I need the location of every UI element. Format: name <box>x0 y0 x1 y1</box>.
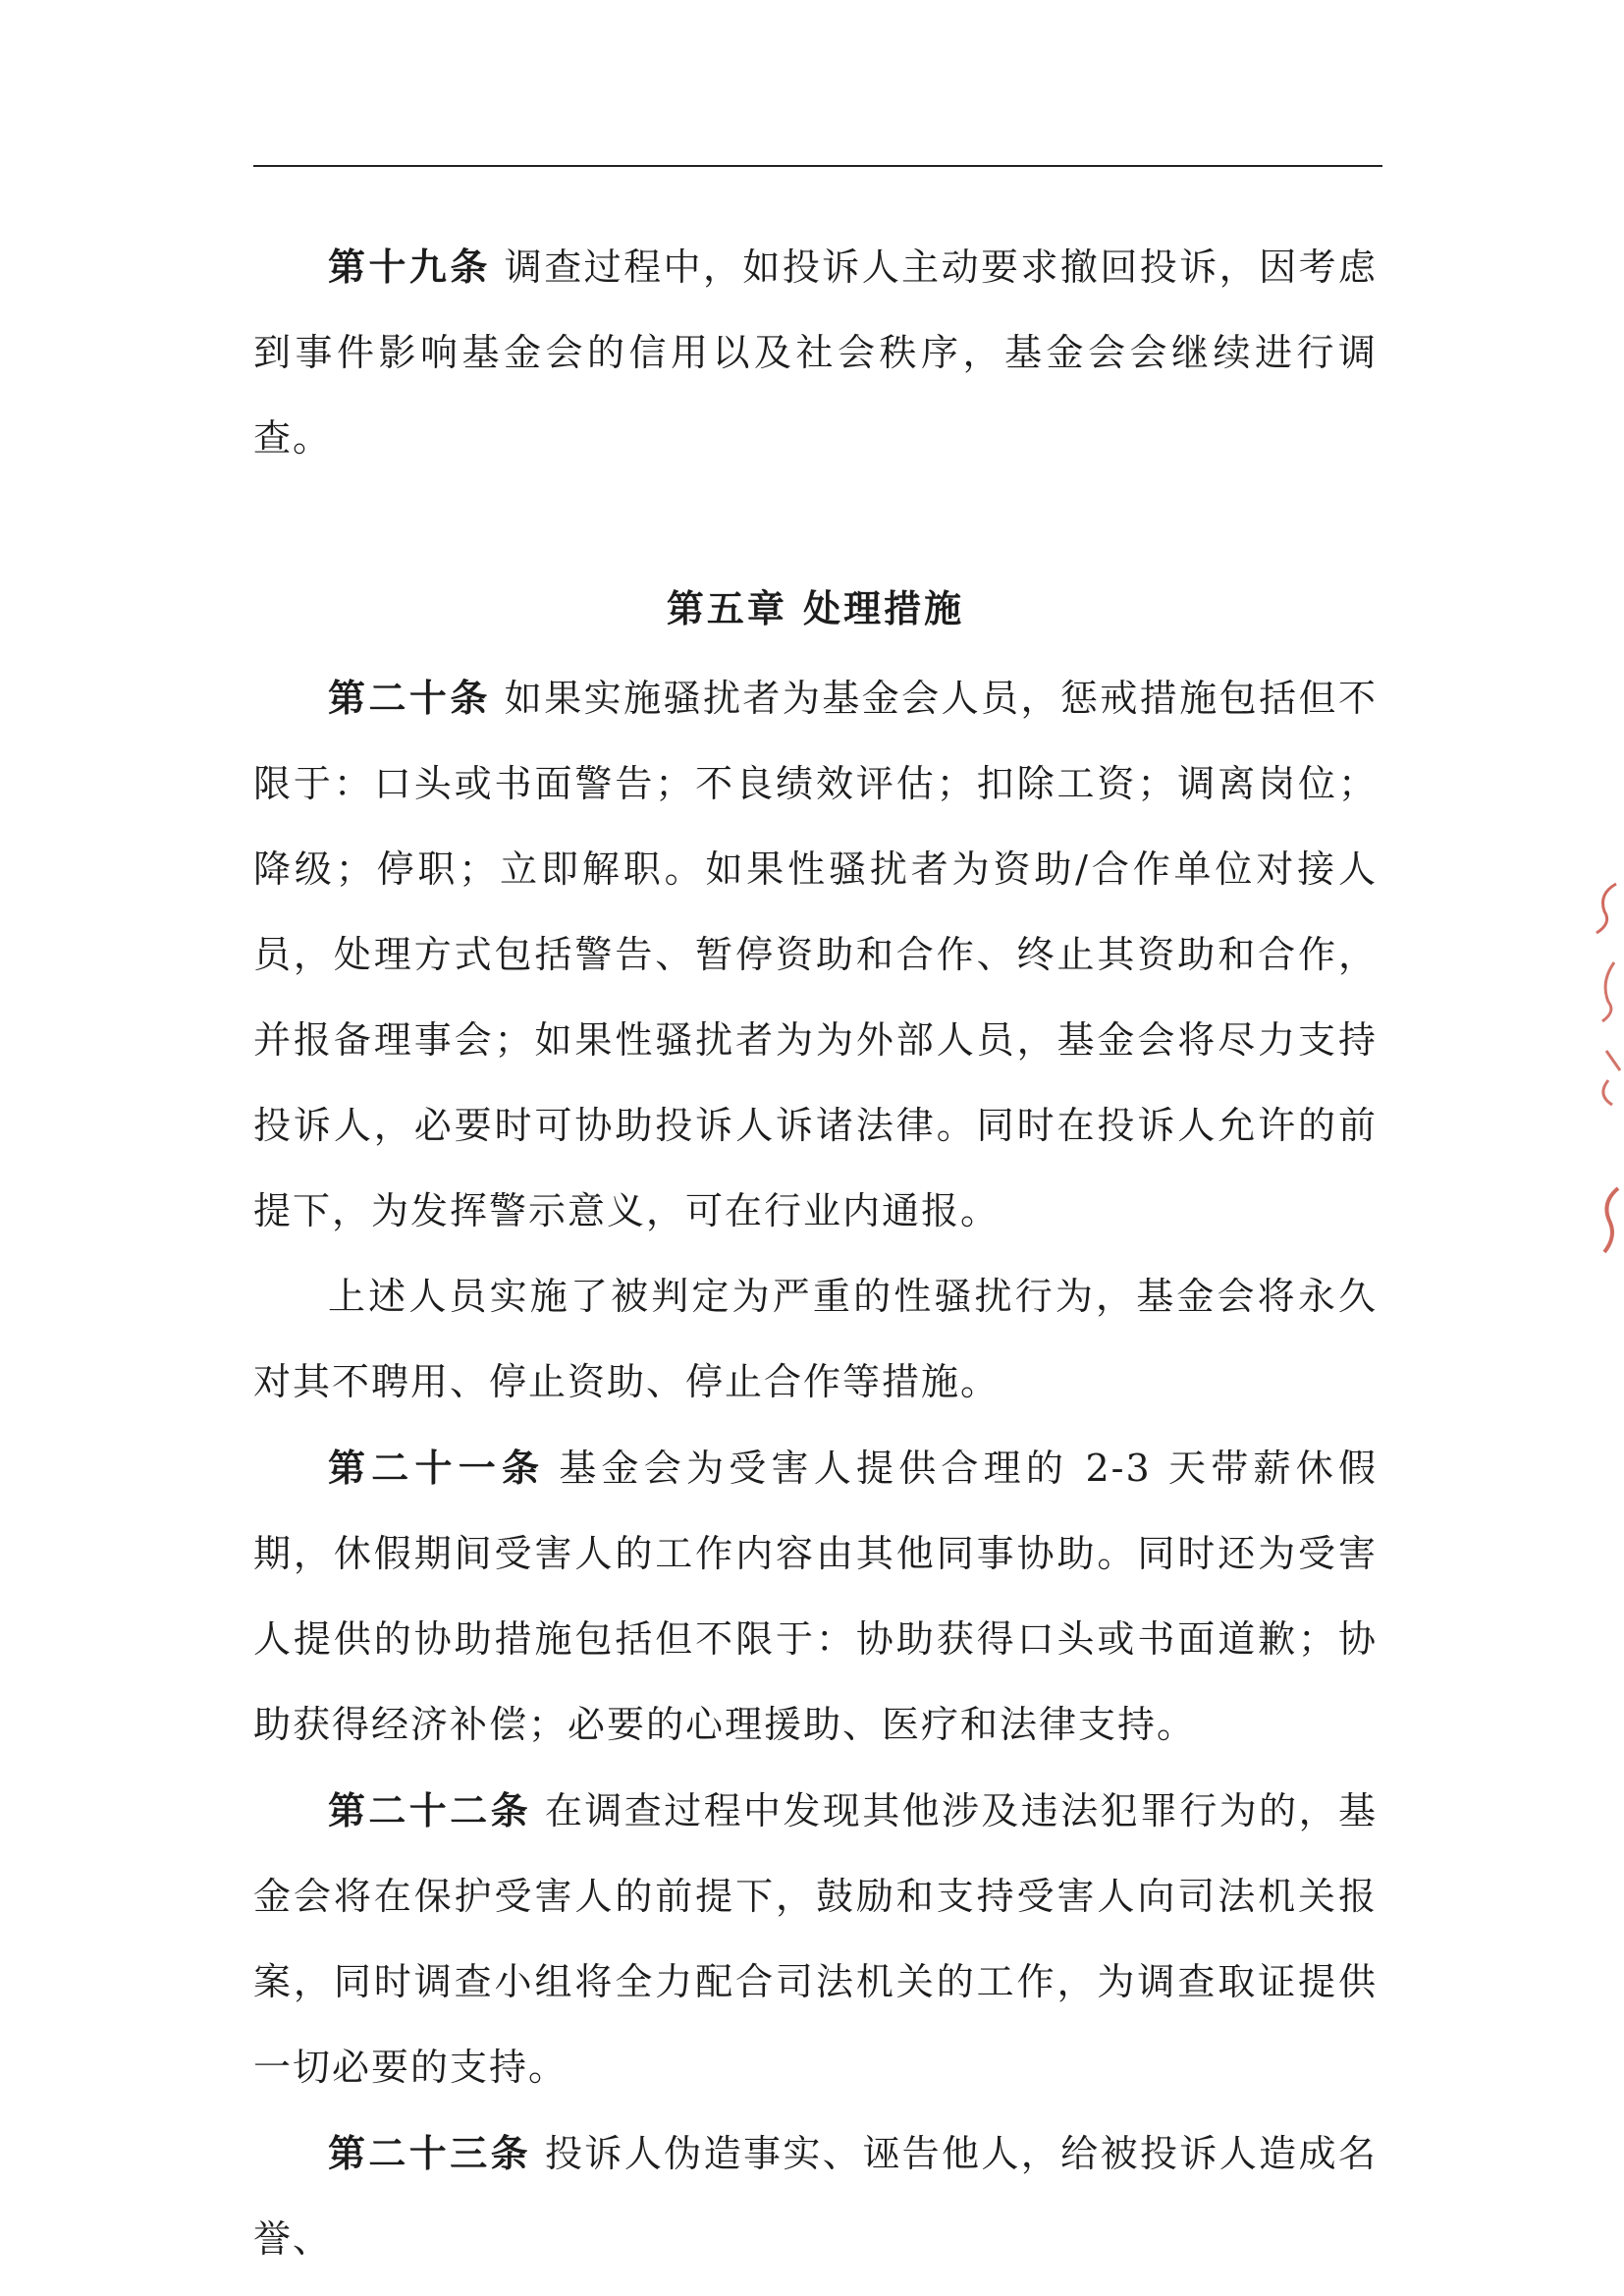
document-body <box>253 224 1378 2282</box>
article-20-followup: 上述人员实施了被判定为严重的性骚扰行为，基金会将永久对其不聘用、停止资助、停止合作等措施。 <box>253 1275 1378 1403</box>
header-rule <box>253 165 1382 167</box>
article-19-label: 第十九条 <box>328 245 491 289</box>
seal-stamp-edge <box>1587 864 1624 1277</box>
article-23-text: 投诉人伪造事实、诬告他人，给被投诉人造成名誉、 <box>253 2132 1378 2261</box>
article-21 <box>253 1425 1378 1768</box>
chapter-5-title: 第五章 处理措施 <box>666 586 965 630</box>
article-20-label: 第二十条 <box>328 676 491 720</box>
article-21-label: 第二十一条 <box>328 1446 546 1490</box>
article-21-text: 基金会为受害人提供合理的 2-3 天带薪休假期，休假期间受害人的工作内容由其他同事协助。同时还为受害人提供的协助措施包括但不限于：协助获得口头或书面道歉；协助获得经济补偿；必要的心理援助、医疗和法律支持。 <box>253 1447 1378 1746</box>
article-19 <box>253 224 1378 481</box>
article-22-text: 在调查过程中发现其他涉及违法犯罪行为的，基金会将在保护受害人的前提下，鼓励和支持受害人向司法机关报案，同时调查小组将全力配合司法机关的工作，为调查取证提供一切必要的支持。 <box>253 1789 1378 2089</box>
article-20-text: 如果实施骚扰者为基金会人员，惩戒措施包括但不限于：口头或书面警告；不良绩效评估；扣除工资；调离岗位；降级；停职；立即解职。如果性骚扰者为资助/合作单位对接人员，处理方式包括警告、暂停资助和合作、终止其资助和合作，并报备理事会；如果性骚扰者为为外部人员，基金会将尽力支持投诉人，必要时可协助投诉人诉诸法律。同时在投诉人允许的前提下，为发挥警示意义，可在行业内通报。 <box>253 677 1378 1232</box>
article-22 <box>253 1768 1378 2110</box>
article-23 <box>253 2110 1378 2282</box>
article-22-label: 第二十二条 <box>328 1788 531 1832</box>
article-19-text: 调查过程中，如投诉人主动要求撤回投诉，因考虑到事件影响基金会的信用以及社会秩序，基金会会继续进行调查。 <box>253 246 1378 460</box>
article-20 <box>253 655 1378 1254</box>
article-23-label: 第二十三条 <box>328 2131 531 2175</box>
